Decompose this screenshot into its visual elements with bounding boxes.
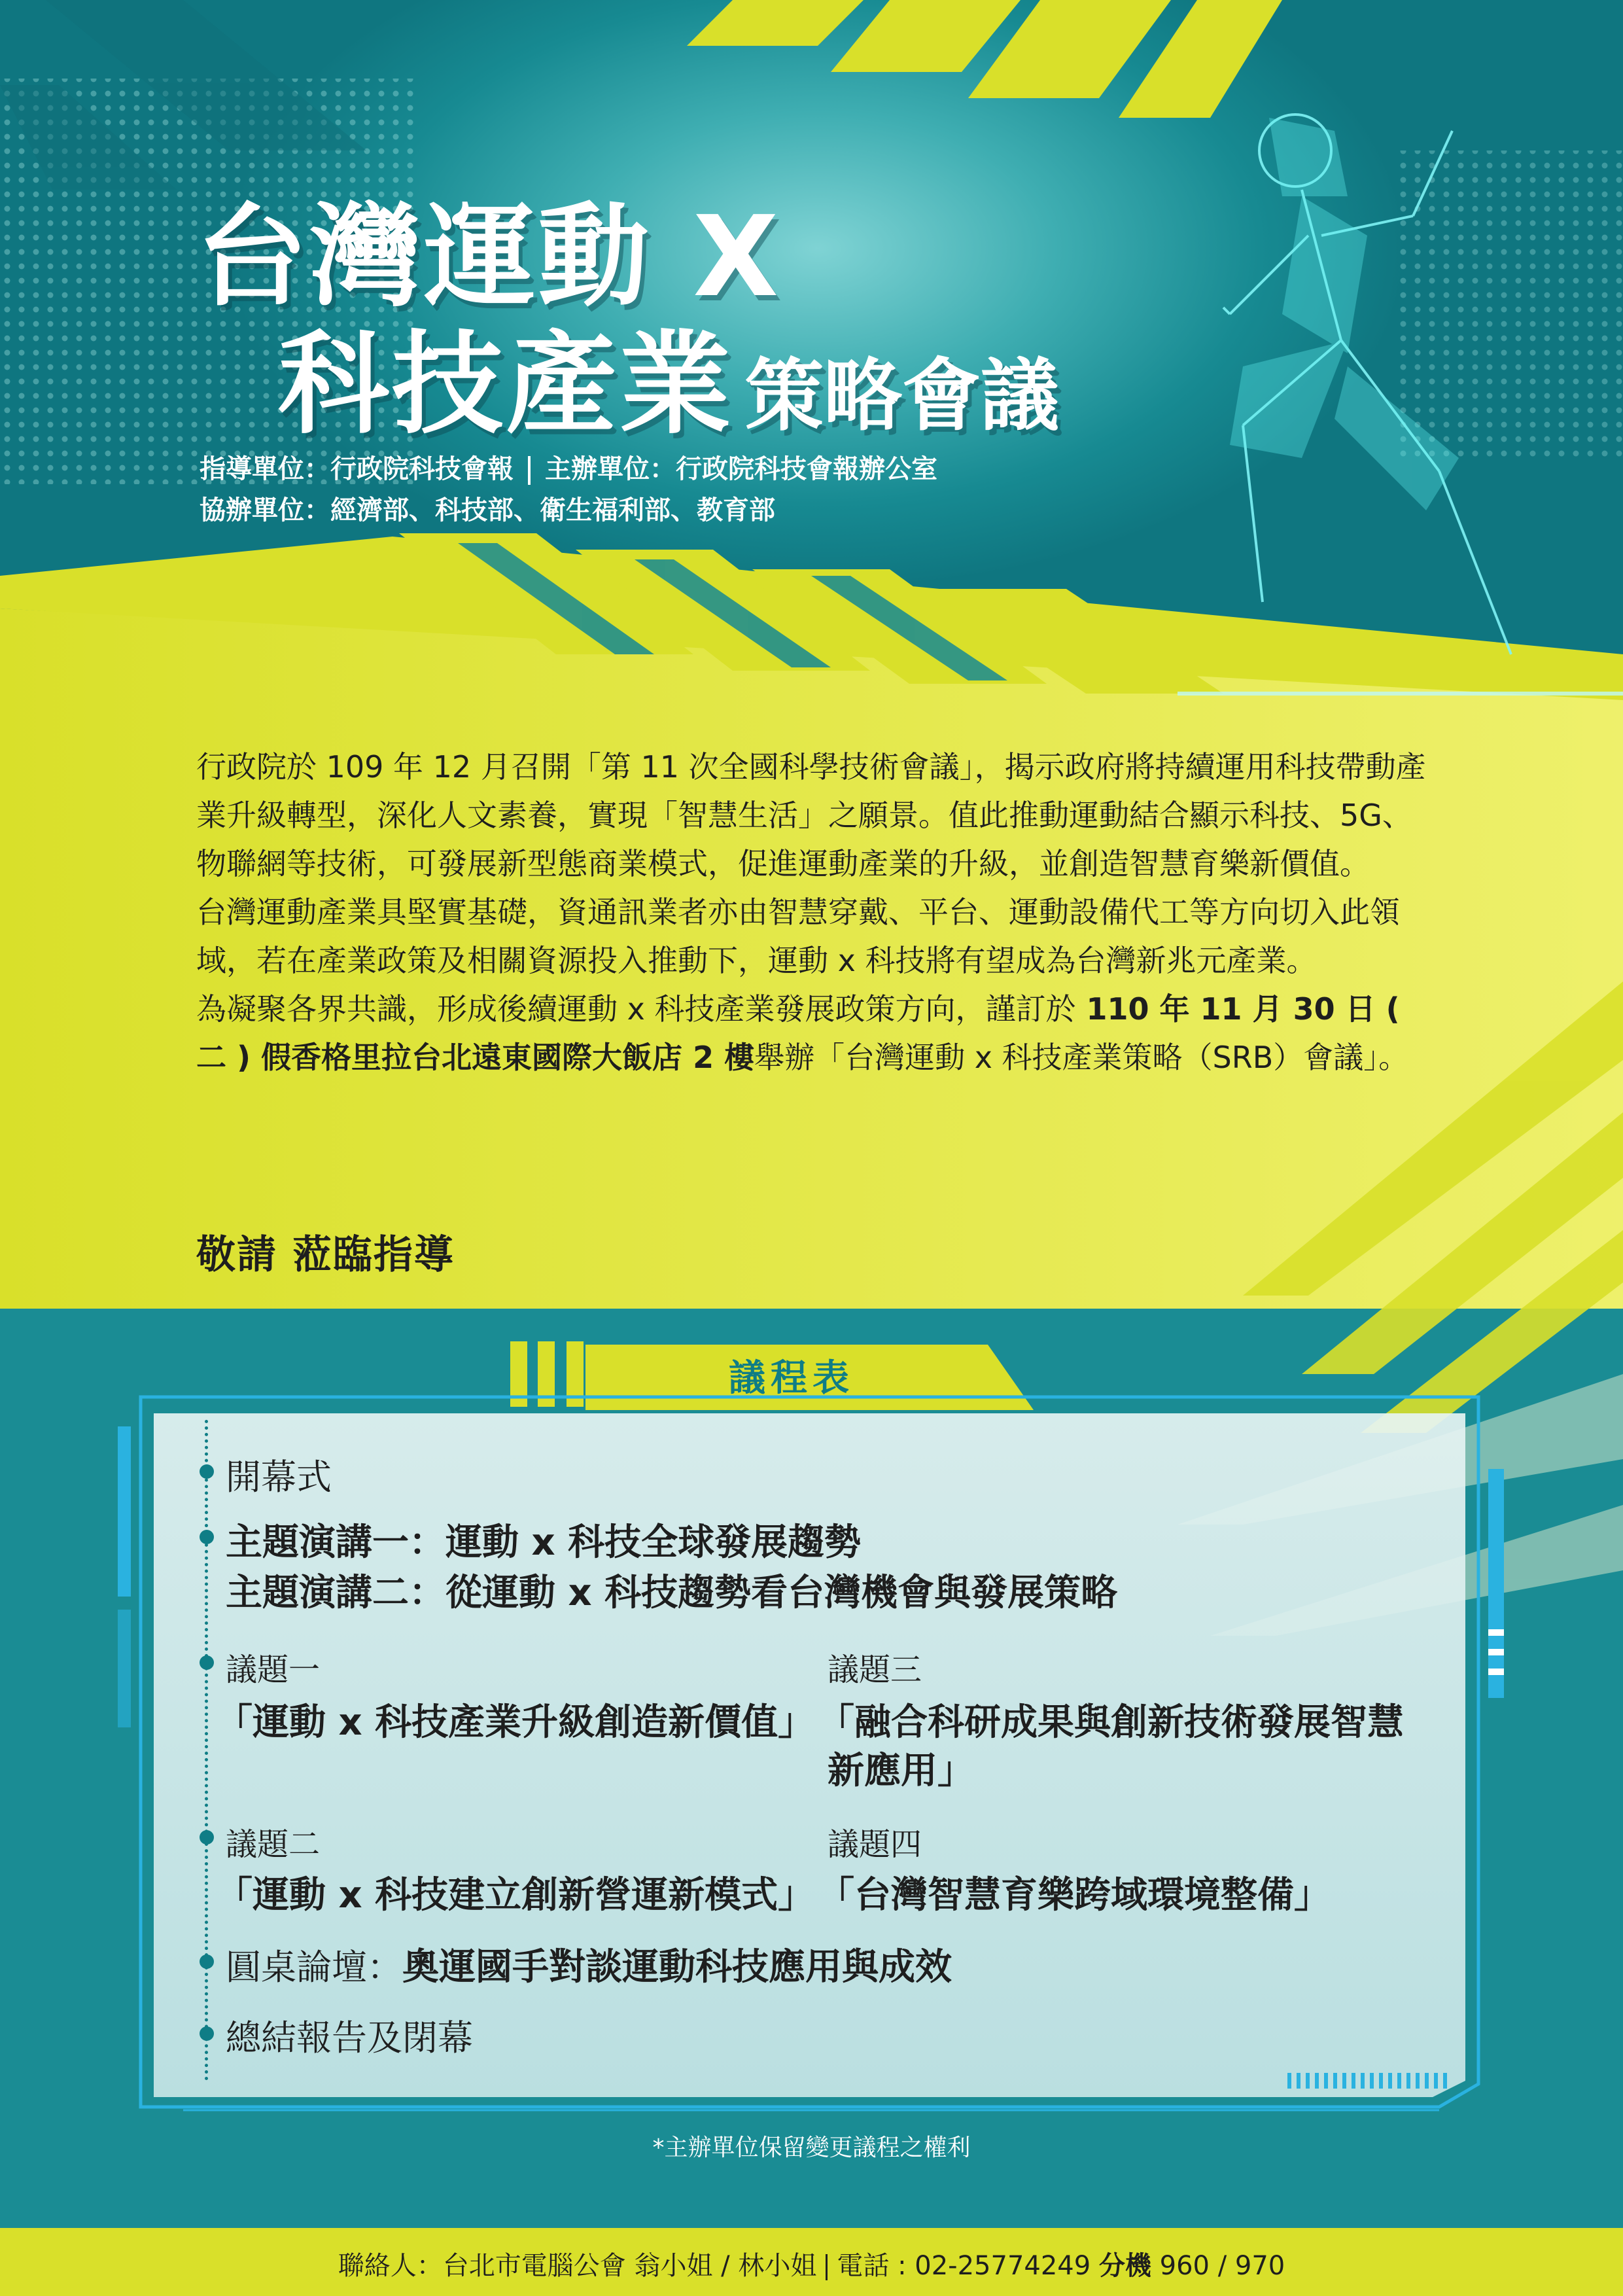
co-organizers: 協辦單位：經濟部、科技部、衛生福利部、教育部: [200, 495, 775, 525]
forum-title: 奧運國手對談運動科技應用與成效: [402, 1946, 952, 1988]
divider: [528, 456, 531, 485]
agenda-topic-1-label: 議題一: [226, 1651, 321, 1688]
event-date-venue: 110 年 11 月 30 日 ( 二 ) 假香格里拉台北遠東國際大飯店 2 樓: [196, 991, 1400, 1075]
intro-paragraph-1: 行政院於 109 年 12 月召開「第 11 次全國科學技術會議」，揭示政府將持續運用科技帶動產業升級轉型，深化人文素養，實現「智慧生活」之願景。值此推動運動結合顯示科技、5G、物聯網等技術，可發展新型態商業模式，促進運動產業的升級，並創造智慧育樂新價值。: [196, 749, 1426, 881]
agenda-opening: 開幕式: [226, 1457, 332, 1498]
agenda-topic-3-label: 議題三: [828, 1651, 922, 1688]
timeline-dot: [200, 2026, 214, 2041]
divider: [826, 2254, 828, 2280]
agenda-title: 議程表: [729, 1357, 854, 1400]
intro-p3-post: 舉辦「台灣運動 x 科技產業策略（SRB）會議」。: [754, 1040, 1409, 1075]
agenda-closing: 總結報告及閉幕: [226, 2017, 473, 2058]
intro-paragraph-3: [196, 985, 1426, 1082]
title-line-1: 台灣運動 X: [196, 192, 782, 322]
agenda-keynote-2: 主題演講二：從運動 x 科技趨勢看台灣機會與發展策略: [226, 1572, 1118, 1614]
contact-info: [0, 2245, 1623, 2282]
invitation: 敬請 蒞臨指導: [196, 1232, 455, 1278]
intro-text: [196, 743, 1426, 1082]
phone-ext: 960 / 970: [1151, 2251, 1285, 2281]
timeline-dot: [200, 1655, 214, 1670]
host-unit: 主辦單位：行政院科技會報辦公室: [545, 454, 937, 484]
intro-paragraph-2: 台灣運動產業具堅實基礎，資通訊業者亦由智慧穿戴、平台、運動設備代工等方向切入此領域，若在產業政策及相關資源投入推動下，運動 x 科技將有望成為台灣新兆元產業。: [196, 894, 1400, 978]
agenda-topic-1-title: 「運動 x 科技產業升級創造新價值」: [216, 1701, 815, 1744]
agenda-topic-2-title: 「運動 x 科技建立創新營運新模式」: [216, 1874, 815, 1916]
agenda-note: *主辦單位保留變更議程之權利: [652, 2134, 971, 2161]
agenda-topic-3-title-cont: 新應用」: [828, 1750, 974, 1792]
agenda-topic-4-title: 「台灣智慧育樂跨域環境整備」: [818, 1874, 1331, 1916]
agenda-forum: [226, 1938, 952, 1990]
timeline-dot: [200, 1954, 214, 1969]
agenda-keynote-1: 主題演講一：運動 x 科技全球發展趨勢: [226, 1521, 862, 1564]
intro-p3-pre: 為凝聚各界共識，形成後續運動 x 科技產業發展政策方向，謹訂於: [196, 991, 1076, 1027]
timeline-dot: [200, 1830, 214, 1845]
agenda-topic-3-title: 「融合科研成果與創新技術發展智慧: [818, 1701, 1404, 1744]
guidance-unit: 指導單位：行政院科技會報: [200, 454, 514, 484]
title-line-2: [278, 294, 1059, 455]
agenda-topic-4-label: 議題四: [828, 1826, 922, 1863]
title-sub: 策略會議: [745, 351, 1060, 442]
agenda-topic-2-label: 議題二: [226, 1826, 321, 1863]
agenda-timeline: [205, 1420, 208, 2081]
contact-phone: 電話 : 02-25774249: [837, 2251, 1099, 2281]
timeline-dot: [200, 1530, 214, 1544]
timeline-dot: [200, 1464, 214, 1479]
forum-label: 圓桌論壇：: [226, 1947, 402, 1988]
organizers-line: [200, 448, 937, 486]
contact-person: 聯絡人：台北市電腦公會 翁小姐 / 林小姐: [338, 2251, 817, 2281]
title-main: 科技產業: [278, 320, 734, 450]
phone-ext-label: 分機: [1098, 2251, 1151, 2281]
